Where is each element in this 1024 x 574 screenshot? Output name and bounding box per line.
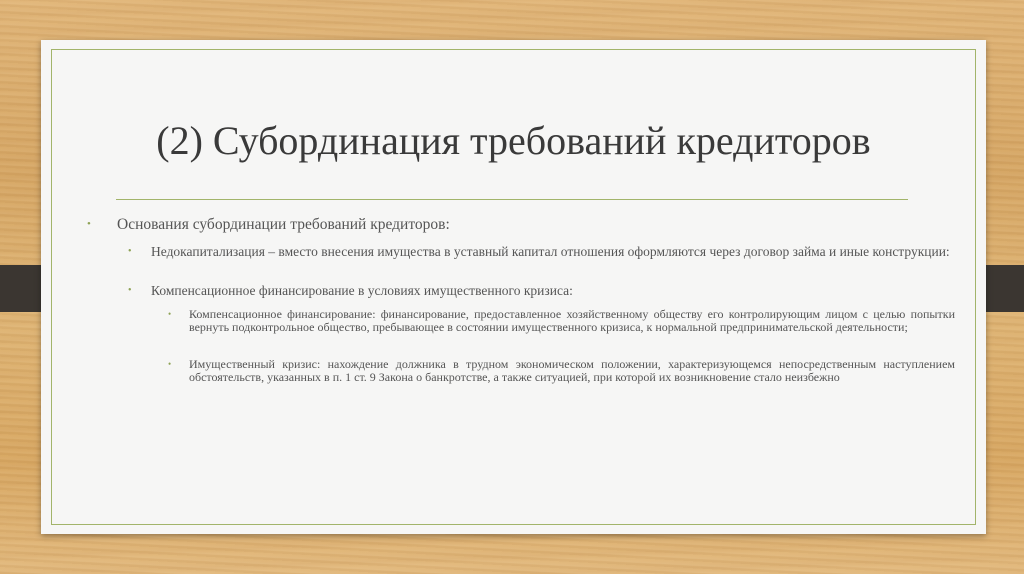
bullet-undercapitalization-text: Недокапитализация – вместо внесения имущества в уставный капитал отношения оформляются через договор займа и иные конструкции: (151, 244, 950, 259)
bullet-compensation-definition-text: Компенсационное финансирование: финансирование, предоставленное хозяйственному обществу его контролирующим лицом с целью попытки вернуть подконтрольное общество, пребывающее в состоянии имущественного кризиса, к нормальной предпринимательской деятельности; (189, 307, 955, 334)
bullet-icon: • (128, 285, 132, 296)
bullet-icon: • (168, 309, 172, 319)
bullet-property-crisis-text: Имущественный кризис: нахождение должника в трудном экономическом положении, характеризующемся непосредственным наступлением обстоятельств, указанных в п. 1 ст. 9 Закона о банкротстве, а также ситуацией, при которой их возникновение стало неизбежно (189, 357, 955, 384)
bullet-compensation-definition (168, 307, 955, 334)
bullet-compensation-financing-text: Компенсационное финансирование в условиях имущественного кризиса: (151, 283, 573, 298)
bullet-icon: • (168, 359, 172, 369)
bullet-compensation-financing (128, 283, 955, 298)
bullet-icon: • (128, 246, 132, 257)
bullet-undercapitalization (128, 244, 955, 259)
bullet-property-crisis (168, 357, 955, 384)
bullet-icon: • (87, 218, 91, 230)
bullet-main-text: Основания субординации требований кредиторов: (117, 216, 450, 233)
slide-content (41, 40, 986, 534)
slide-title: (2) Субординация требований кредиторов (156, 118, 871, 163)
slide (41, 40, 986, 534)
bullet-main (87, 216, 450, 234)
